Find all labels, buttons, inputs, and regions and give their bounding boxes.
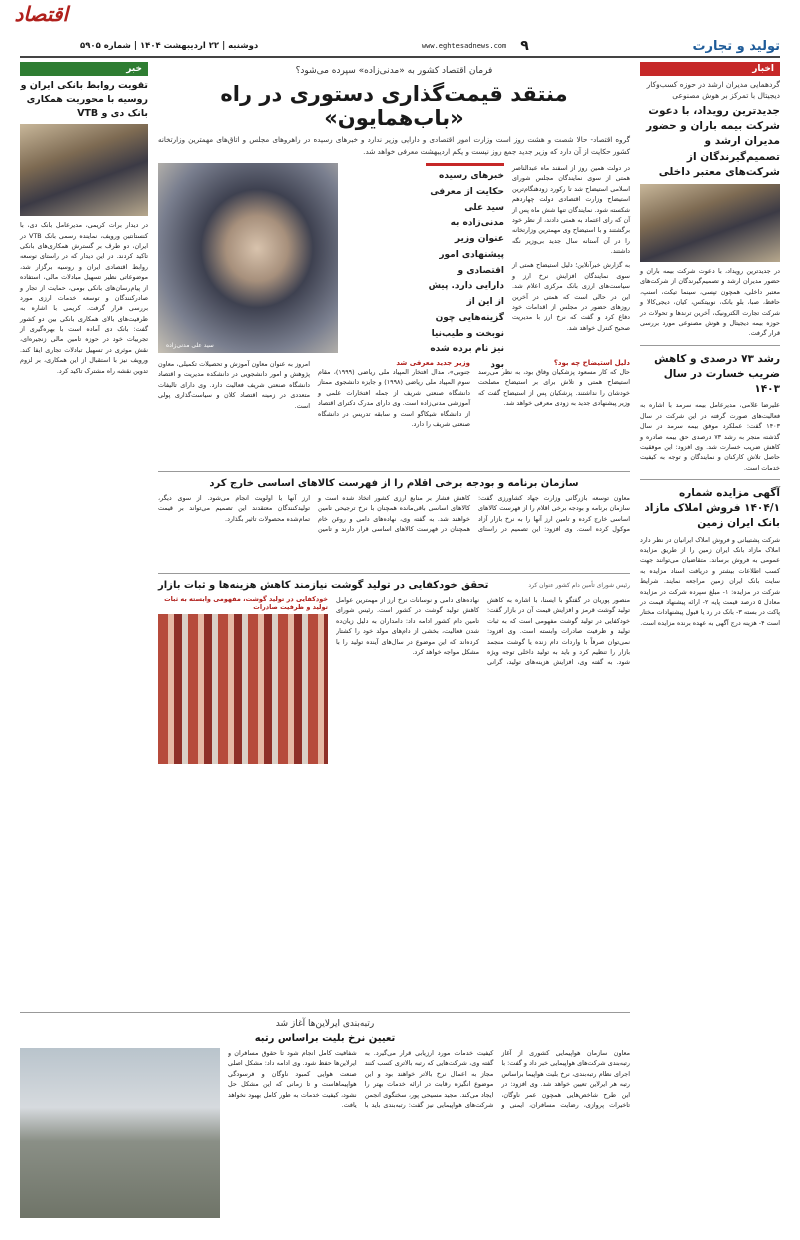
site-url[interactable]: www.eghtesadnews.com <box>421 42 507 50</box>
pull-quote: خبرهای رسیده حکایت از معرفی سید علی مدنی‌زاده به عنوان وزیر پیشنهادی امور اقتصادی و دارایی دارد. پیش از این از گزینه‌هایی چون نوبخت و طیب‌نیا نیز نام برده شده بود <box>426 163 504 374</box>
story3-headline: آگهی مزایده شماره ۱۴۰۴/۱ فروش املاک مازاد بانک ایران زمین <box>644 487 780 530</box>
main-headline: منتقد قیمت‌گذاری دستوری در راه «باب‌همایون» <box>220 82 568 130</box>
khabar-tag: خبر <box>20 62 148 76</box>
main-text-col-1 <box>478 359 630 465</box>
story3-block <box>158 595 630 765</box>
story2-headline: رشد ۷۳ درصدی و کاهش ضریب خسارت در سال ۱۴۰۳ <box>654 352 780 396</box>
main-kicker: فرمان اقتصاد کشور به «مدنی‌زاده» سپرده می‌شود؟ <box>295 66 493 76</box>
bottom-story <box>20 1006 630 1220</box>
main-lead: گروه اقتصاد- حالا شصت و هشت روز است وزارت امور اقتصادی و دارایی وزیر ندارد و خبرهای رسیده در راهروهای مجلس و اتاق‌های مهمترین وزارتخانه کشور حکایت از آن دارد که وزیر جدید جمع روز نیست و یکم اردیبهشت معرفی خواهد شد. <box>158 135 630 156</box>
left-body: در دیدار برات کریمی، مدیرعامل بانک دی، با کنستانتین ورویف، نماینده رسمی بانک VTB در ایران، دو طرف بر گسترش همکاری‌های بانکی تاکید کردند. در این دیدار که در راستای توسعه روابط اقتصادی ایران و روسیه برگزار شد، موضوعاتی نظیر تسهیل مبادلات مالی، استفاده از پیام‌رسان‌های بانکی بومی، حمایت از تجار و صادرکنندگان و توسعه خدمات ارزی مورد بررسی قرار گرفت. کریمی با اشاره به ظرفیت‌های بالای همکاری بانکی بین دو کشور گفت: بانک دی آماده است با بهره‌گیری از تجربیات خود در حوزه تامین مالی زنجیره‌ای، نقش موثری در تسهیل تبادلات تجاری ایفا کند. ورویف نیز با استقبال از این همکاری، بر لزوم تدوین نقشه راه مشترک تاکید کرد. <box>20 221 148 375</box>
subhead-box: دلیل استیضاح چه بود؟ <box>553 359 630 368</box>
issue-line: دوشنبه | ۲۲ اردیبهشت ۱۴۰۴ | شماره ۵۹۰۵ <box>80 41 259 51</box>
story3-photo-caption: خودکفایی در تولید گوشت، مفهومی وابسته به ثبات تولید و ظرفیت صادرات <box>164 595 328 612</box>
logo-text: اقتصاد <box>14 2 68 26</box>
divider <box>20 1012 630 1013</box>
page-number: ۹ <box>520 38 529 54</box>
story2-body: علیرضا غلامی، مدیرعامل بیمه سرمد با اشاره به فعالیت‌های صورت گرفته در این شرکت در سال ۱۴۰۳ گفت: عملکرد موفق بیمه سرمد در سال گذشته منجر به رشد ۷۳ درصدی حق بیمه صادره و کاهش ضریب خسارت شد. وی افزود: این موفقیت حاصل تلاش کارکنان و نمایندگان و توجه به کیفیت خدمات است. <box>640 401 780 472</box>
header-rule <box>20 56 780 58</box>
left-headline: تقویت روابط بانکی ایران و روسیه با محوریت همکاری بانک دی و VTB <box>20 80 148 119</box>
bottom-block <box>20 1048 630 1218</box>
right-news-column <box>640 62 780 1222</box>
meat-photo <box>158 614 328 764</box>
main-body3: حال که کار مسعود پزشکیان وفاق بود، به نظر می‌رسد استیضاح همتی و تلاش برای بر استیضاح مصلحت خودشان را نداشتند. پزشکیان پس از استیضاح گفت که وزیر پیشنهادی جدید به زودی معرفی خواهد شد. <box>478 368 630 408</box>
story1-kicker: گردهمایی مدیران ارشد در حوزه کسب‌وکار دیجیتال با تمرکز بر هوش مصنوعی <box>646 80 780 100</box>
bank-meeting-photo <box>20 124 148 216</box>
main-body2: به گزارش خبرآنلاین؛ دلیل استیضاح همتی از سوی نمایندگان افزایش نرخ ارز و سیاست‌های ارزی بانک مرکزی اعلام شد. این در حالی است که همتی در آخرین روزهای حضور در مجلس از اقدامات خود دفاع کرد و گفت که نرخ ارز با مدیریت صحیح کنترل خواهد شد. <box>512 261 630 332</box>
subhead-box-2: وزیر جدید معرفی شد <box>396 359 470 368</box>
main-text-col-a <box>512 163 630 353</box>
story3-photo-block <box>158 595 328 765</box>
minister-portrait <box>158 163 338 353</box>
section-name: تولید و تجارت <box>692 38 780 54</box>
main-body5: امروز به عنوان معاون آموزش و تحصیلات تکمیلی، معاون پژوهش و امور دانشجویی در دانشکده مدیریت و اقتصاد دانشگاه صنعتی شریف فعالیت دارد. وی دارای تالیفات متعددی در زمینه اقتصاد کلان و سیاست‌گذاری پولی است. <box>158 360 310 410</box>
story2-main-headline: سازمان برنامه و بودجه برخی اقلام را از فهرست کالاهای اساسی خارج کرد <box>209 478 579 490</box>
main-text-col-3 <box>158 359 310 465</box>
story3-kicker: رئیس شورای تأمین دام کشور عنوان کرد <box>528 582 630 590</box>
story2-main-body: معاون توسعه بازرگانی وزارت جهاد کشاورزی گفت: سازمان برنامه و بودجه برخی اقلام را از فهرست کالاهای اساسی خارج کرده و تامین ارز آنها را به نرخ بازار آزاد موکول کرده است. وی افزود: این تصمیم در راستای کاهش فشار بر منابع ارزی کشور اتخاذ شده است و کالاهای اساسی باقی‌مانده همچنان با نرخ ترجیحی تامین خواهند شد. به گفته وی، نهاده‌های دامی و روغن خام همچنان در فهرست کالاهای اساسی قرار دارند و تامین ارز آنها با اولویت انجام می‌شود. از سوی دیگر، تولیدکنندگان معتقدند این تصمیم می‌تواند بر قیمت تمام‌شده محصولات تاثیر بگذارد. <box>158 494 630 534</box>
divider <box>640 345 780 346</box>
main-lower-text <box>158 359 630 465</box>
newspaper-logo <box>14 2 68 32</box>
divider <box>640 479 780 480</box>
main-text-col-2 <box>318 359 470 465</box>
main-body1: در دولت همین روز از اسفند ماه عبدالناصر همتی از سوی نمایندگان مجلس شورای اسلامی استیضاح شد تا رکورد زودهنگام‌ترین استیضاح وزارت اقتصادی دولت چهاردهم شکسته شود. نمایندگان تنها شش ماه پس از آن که رای اعتماد به همتی دادند، از نظر خود برگشتند و با استیضاح وی مهمترین وزارتخانه را در آن آستانه سال جدید بی‌وزیر نگه داشتند. <box>512 164 630 256</box>
story1-headline: جدیدترین رویداد، با دعوت شرکت بیمه باران و حضور مدیران ارشد و تصمیم‌گیرندگان از شرکت‌های معتبر داخلی <box>646 105 780 178</box>
meeting-photo <box>640 184 780 262</box>
news-tag: اخبار <box>640 62 780 76</box>
airport-photo <box>20 1048 220 1218</box>
divider <box>158 573 630 574</box>
main-body4: جنوبی»، مدال افتخار المپیاد ملی ریاضی (۱۹۹۹)، مقام سوم المپیاد ملی ریاضی (۱۹۹۸) و جایزه دانشجوی ممتاز دانشگاه صنعتی شریف از جمله افتخارات علمی و آموزشی مدنی‌زاده است. وی دارای مدرک دکترای اقتصاد از دانشگاه شیکاگو است و سابقه تدریس در دانشگاه صنعتی شریف را دارد. <box>318 368 470 428</box>
bottom-kicker: رتبه‌بندی ایرلاین‌ها آغاز شد <box>275 1019 375 1029</box>
story3-header <box>158 580 630 591</box>
portrait-caption: سید علی مدنی‌زاده <box>166 342 214 350</box>
divider <box>158 471 630 472</box>
story3-main-body: منصور پوریان در گفتگو با ایسنا، با اشاره به کاهش تولید گوشت قرمز و افزایش قیمت آن در بازار گفت: خودکفایی در تولید گوشت مفهومی است که به ثبات تولید و ظرفیت صادرات وابسته است. وی افزود: نمی‌توان صرفاً با واردات دام زنده یا گوشت منجمد بازار را تنظیم کرد و باید به تولید داخلی توجه ویژه شود. به گفته وی، افزایش هزینه‌های تولید، گرانی نهاده‌های دامی و نوسانات نرخ ارز از مهمترین عوامل کاهش تولید گوشت در کشور است. رئیس شورای تامین دام کشور ادامه داد: دامداران به دلیل زیان‌ده شدن فعالیت، بخشی از دام‌های مولد خود را کشتار کرده‌اند که این موضوع در سال‌های آینده تولید را با مشکل مواجه خواهد کرد. <box>336 596 630 667</box>
bottom-headline: تعیین نرخ بلیت براساس رتبه <box>254 1033 396 1044</box>
page-header <box>20 36 780 56</box>
story1-body: در جدیدترین رویداد، با دعوت شرکت بیمه باران و حضور مدیران ارشد و تصمیم‌گیرندگان از شرکت‌های معتبر داخلی، همچون تپسی، سینما تیکت، اسنپ، حافظ، صبا، بلو بانک، نوبیتکس، کیان، دیجی‌کالا و شرکت تجارت الکترونیک، آخرین ترندها و تحولات در حوزه بیمه دیجیتال و هوش مصنوعی مورد بررسی قرار گرفت. <box>640 267 780 338</box>
story3-main-headline: تحقق خودکفایی در تولید گوشت نیازمند کاهش هزینه‌ها و ثبات بازار <box>158 580 489 592</box>
story3-body: شرکت پشتیبانی و فروش املاک ایرانیان در نظر دارد املاک مازاد بانک ایران زمین را از طریق مزایده عمومی به فروش برساند. متقاضیان می‌توانند جهت کسب اطلاعات بیشتر و دریافت اسناد مزایده به سایت بانک ایران زمین مراجعه نمایند. شرایط شرکت در مزایده: ۱- مبلغ سپرده شرکت در مزایده معادل ۵ درصد قیمت پایه ۲- ارائه پیشنهاد قیمت در پاکت در بسته ۳- بانک در رد یا قبول پیشنهادات مختار است ۴- هزینه درج آگهی به عهده برنده مزایده است. <box>640 535 781 627</box>
bottom-body: معاون سازمان هواپیمایی کشوری از آغاز رتبه‌بندی شرکت‌های هواپیمایی خبر داد و گفت: با اجرای نظام رتبه‌بندی، نرخ بلیت هواپیما براساس رتبه هر ایرلاین تعیین خواهد شد. وی افزود: در این طرح شاخص‌هایی همچون عمر ناوگان، تاخیرات پروازی، رضایت مسافران، ایمنی و کیفیت خدمات مورد ارزیابی قرار می‌گیرد. به گفته وی، شرکت‌هایی که رتبه بالاتری کسب کنند مجاز به اعمال نرخ بالاتر خواهند بود و این موضوع انگیزه رقابت در ارائه خدمات بهتر را ایجاد می‌کند. مجید مسیحی پور، سخنگوی انجمن شرکت‌های هواپیمایی نیز گفت: رتبه‌بندی باید با شفافیت کامل انجام شود تا حقوق مسافران و ایرلاین‌ها حفظ شود. وی ادامه داد: مشکل اصلی صنعت هوایی کمبود ناوگان و فرسودگی هواپیماهاست و تا زمانی که این مشکل حل نشود، کیفیت خدمات به طور کامل بهبود نخواهد یافت. <box>228 1049 630 1109</box>
header-center <box>422 38 529 54</box>
